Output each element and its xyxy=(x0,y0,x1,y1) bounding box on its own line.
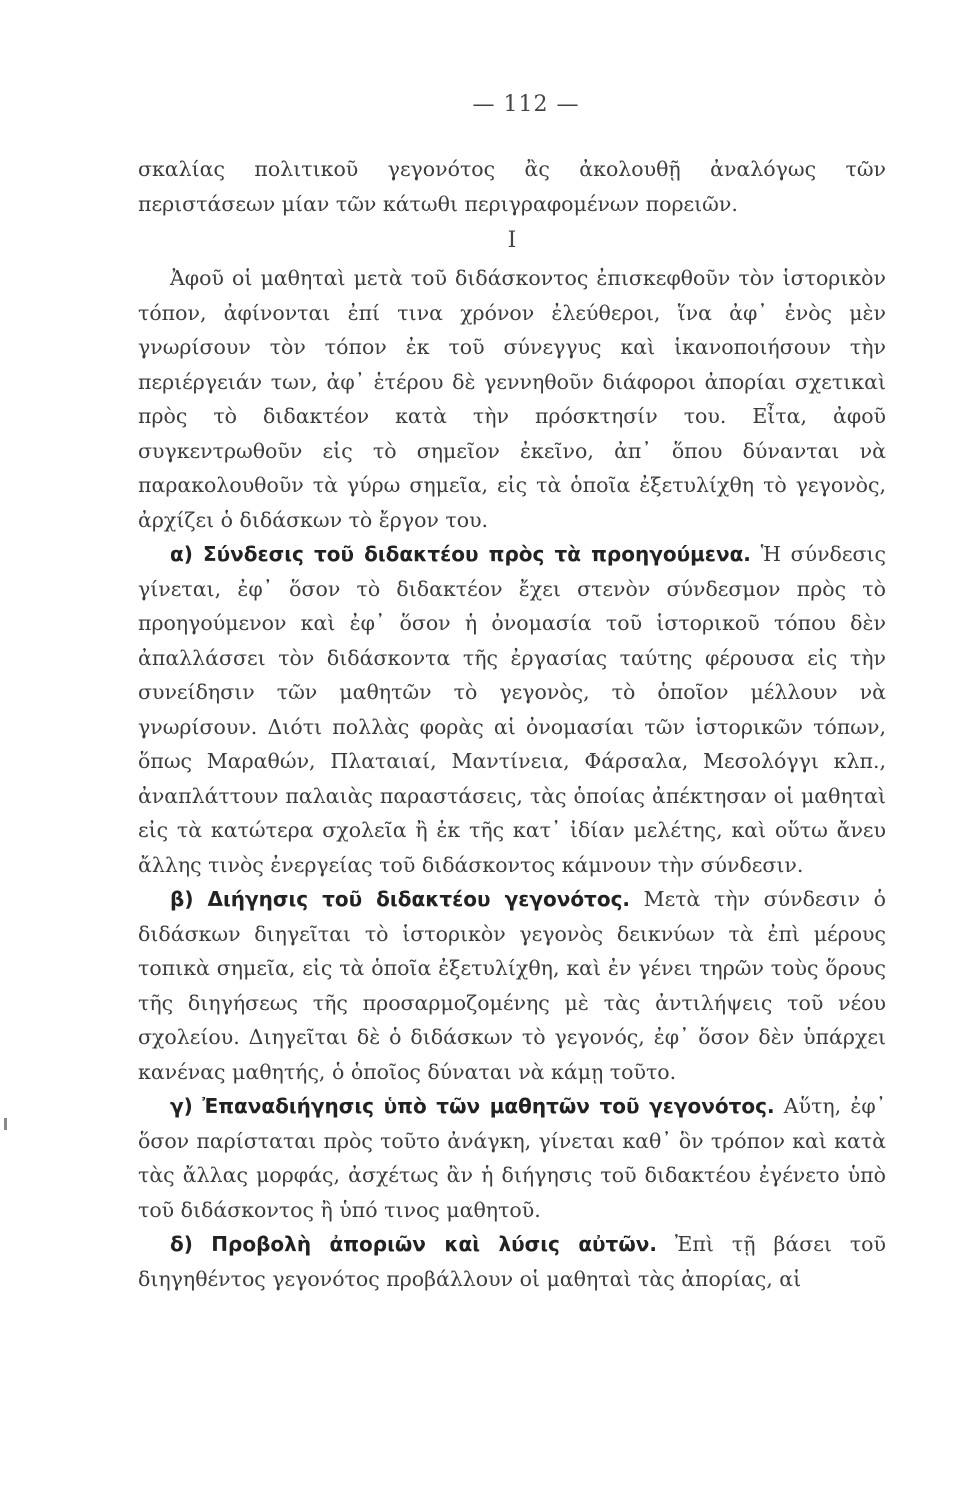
intro-paragraph: Ἀφοῦ οἱ μαθηταὶ μετὰ τοῦ διδάσκοντος ἐπισκεφθοῦν τὸν ἱστορικὸν τόπον, ἀφίνονται ἐπί τινα χρόνον ἐλεύθεροι, ἵνα ἀφ᾽ ἑνὸς μὲν γνωρίσουν τὸν τόπον ἐκ τοῦ σύνεγγυς καὶ ἱκανοποιήσουν τὴν περιέργειάν των, ἀφ᾽ ἑτέρου δὲ γεννηθοῦν διάφοροι ἀπορίαι σχετικαὶ πρὸς τὸ διδακτέον κατὰ τὴν πρόσκτησίν του. Εἶτα, ἀφοῦ συγκεντρωθοῦν εἰς τὸ σημεῖον ἐκεῖνο, ἀπ᾽ ὅπου δύνανται νὰ παρακολουθοῦν τὰ γύρω σημεῖα, εἰς τὰ ὁποῖα ἐξετυλίχθη τὸ γεγονὸς, ἀρχίζει ὁ διδάσκων τὸ ἔργον του. xyxy=(138,266,886,532)
step-paragraph-b xyxy=(138,882,886,1089)
page-number: — 112 — xyxy=(472,92,580,117)
step-heading-b: β) Διήγησις τοῦ διδακτέου γεγονότος. xyxy=(170,887,631,911)
section-mark: I xyxy=(507,228,517,253)
step-heading-d: δ) Προβολὴ ἀποριῶν καὶ λύσις αὐτῶν. xyxy=(170,1232,657,1256)
step-paragraph-d xyxy=(138,1227,886,1296)
step-paragraph-c xyxy=(138,1089,886,1227)
step-paragraph-a xyxy=(138,537,886,882)
page-body xyxy=(138,152,886,1296)
step-text-d: Ἐπὶ τῇ βάσει τοῦ διηγηθέντος γεγονότος προβάλλουν οἱ μαθηταὶ τὰς ἀπορίας, αἱ xyxy=(138,1232,886,1291)
continuation-paragraph: σκαλίας πολιτικοῦ γεγονότος ἂς ἀκολουθῇ ἀναλόγως τῶν περιστάσεων μίαν τῶν κάτωθι περιγραφομένων πορειῶν. xyxy=(138,157,886,216)
step-text-c: Αὕτη, ἐφ᾽ ὅσον παρίσταται πρὸς τοῦτο ἀνάγκη, γίνεται καθ᾽ ὃν τρόπον καὶ κατὰ τὰς ἄλλας μορφάς, ἀσχέτως ἂν ἡ διήγησις τοῦ διδακτέου ἐγένετο ὑπὸ τοῦ διδάσκοντος ἢ ὑπό τινος μαθητοῦ. xyxy=(138,1094,886,1222)
step-heading-c: γ) Ἐπαναδιήγησις ὑπὸ τῶν μαθητῶν τοῦ γεγονότος. xyxy=(170,1094,775,1118)
scan-edge-mark xyxy=(4,1118,7,1130)
step-heading-a: α) Σύνδεσις τοῦ διδακτέου πρὸς τὰ προηγούμενα. xyxy=(170,542,751,566)
step-text-a: Ἡ σύνδεσις γίνεται, ἐφ᾽ ὅσον τὸ διδακτέον ἔχει στενὸν σύνδεσμον πρὸς τὸ προηγούμενον καὶ ἐφ᾽ ὅσον ἡ ὀνομασία τοῦ ἱστορικοῦ τόπου δὲν ἀπαλλάσσει τὸν διδάσκοντα τῆς ἐργασίας ταύτης φέρουσα εἰς τὴν συνείδησιν τῶν μαθητῶν τὸ γεγονὸς, τὸ ὁποῖον μέλλουν νὰ γνωρίσουν. Διότι πολλὰς φορὰς αἱ ὀνομασίαι τῶν ἱστορικῶν τόπων, ὅπως Μαραθών, Πλαταιαί, Μαντίνεια, Φάρσαλα, Μεσολόγγι κλπ., ἀναπλάττουν παλαιὰς παραστάσεις, τὰς ὁποίας ἀπέκτησαν οἱ μαθηταὶ εἰς τὰ κατώτερα σχολεῖα ἢ ἐκ τῆς κατ᾽ ἰδίαν μελέτης, καὶ οὕτω ἄνευ ἄλλης τινὸς ἐνεργείας τοῦ διδάσκοντος κάμνουν τὴν σύνδεσιν. xyxy=(138,542,887,877)
step-text-b: Μετὰ τὴν σύνδεσιν ὁ διδάσκων διηγεῖται τὸ ἱστορικὸν γεγονὸς δεικνύων τὰ ἐπὶ μέρους τοπικὰ σημεῖα, εἰς τὰ ὁποῖα ἐξετυλίχθη, καὶ ἐν γένει τηρῶν τοὺς ὅρους τῆς διηγήσεως τῆς προσαρμοζομένης μὲ τὰς ἀντιλήψεις τοῦ νέου σχολείου. Διηγεῖται δὲ ὁ διδάσκων τὸ γεγονός, ἐφ᾽ ὅσον δὲν ὑπάρχει κανένας μαθητής, ὁ ὁποῖος δύναται νὰ κάμῃ τοῦτο. xyxy=(138,887,886,1084)
